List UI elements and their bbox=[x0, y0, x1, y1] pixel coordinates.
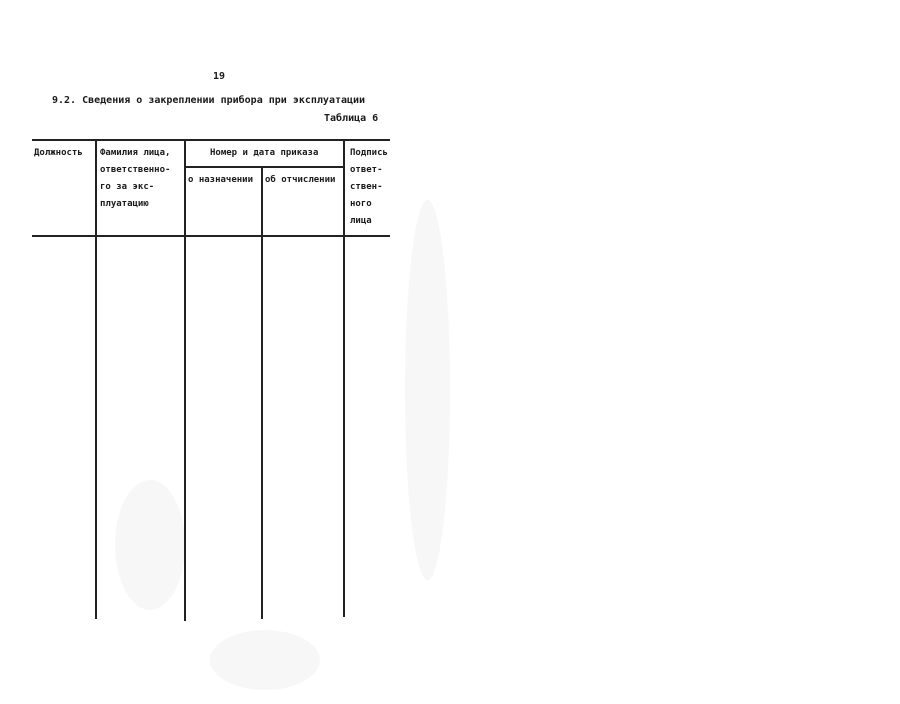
header-position: Должность bbox=[34, 148, 83, 158]
order-group-rule bbox=[184, 166, 344, 168]
column-rule bbox=[184, 139, 186, 621]
header-order-dismiss: об отчислении bbox=[265, 175, 336, 185]
table-top-rule bbox=[32, 139, 390, 141]
section-title: 9.2. Сведения о закреплении прибора при эксплуатации bbox=[52, 95, 366, 106]
table-label: Таблица 6 bbox=[324, 113, 379, 124]
column-rule bbox=[95, 139, 97, 619]
header-bottom-rule bbox=[32, 235, 390, 237]
page-number: 19 bbox=[213, 71, 226, 82]
header-responsible-name: Фамилия лица, ответственно- го за экс- плуатацию bbox=[100, 148, 171, 209]
header-order-assign: о назначении bbox=[188, 175, 254, 185]
scan-smudge bbox=[210, 630, 320, 690]
column-rule bbox=[261, 166, 263, 619]
header-order-group: Номер и дата приказа bbox=[210, 148, 319, 158]
scan-smudge bbox=[115, 480, 185, 610]
column-rule bbox=[343, 139, 345, 617]
header-signature: Подпись ответ- ствен- ного лица bbox=[350, 148, 388, 226]
scan-smudge bbox=[405, 200, 450, 580]
